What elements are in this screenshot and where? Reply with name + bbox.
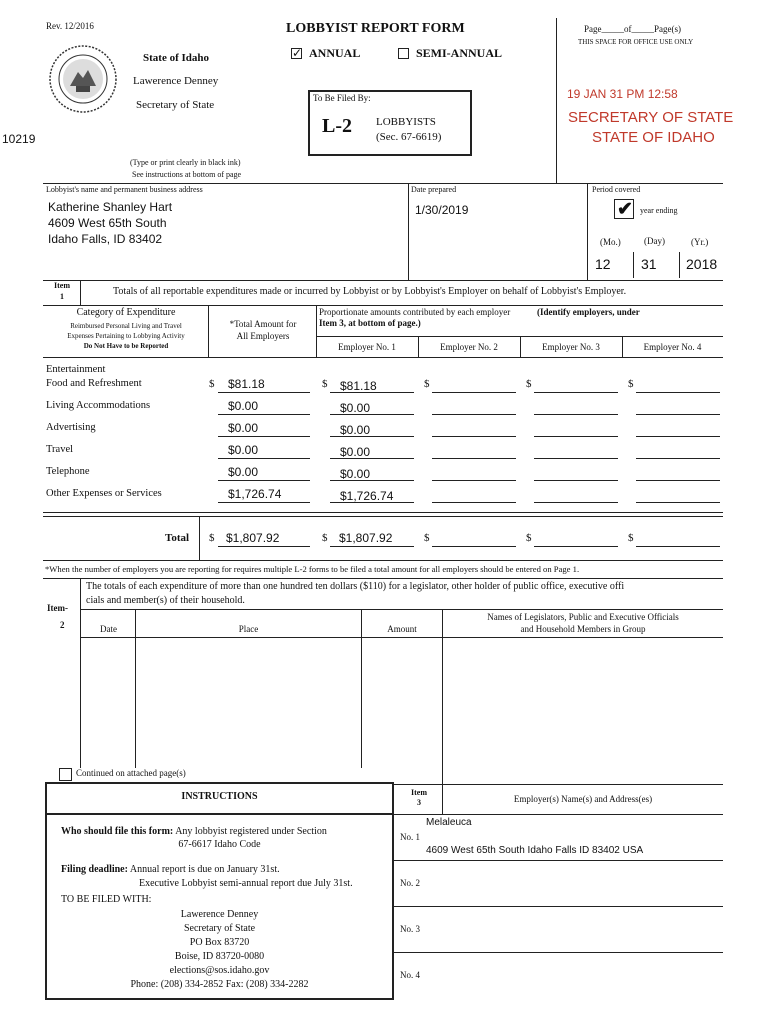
employer-3-header: Employer No. 3 [542,342,600,352]
office-use-label: THIS SPACE FOR OFFICE USE ONLY [578,38,694,46]
check-icon: ✓ [292,46,303,60]
received-stamp-date: 19 JAN 31 PM 12:58 [567,87,678,101]
other-employer-1-amount[interactable]: $1,726.74 [340,489,394,503]
food-underline-3 [534,392,618,393]
lobbyist-address-1[interactable]: 4609 West 65th South [48,216,167,230]
advertising-label: Advertising [46,422,96,433]
food-emp4-dollar-sign: $ [628,378,634,390]
telephone-underline-0 [218,480,310,481]
total-emp2-dollar-sign: $ [424,532,430,544]
advertising-underline-4 [636,436,720,437]
annual-label: ANNUAL [309,46,361,60]
food-underline-0 [218,392,310,393]
total-emp3-dollar-sign: $ [526,532,532,544]
food-total-dollar-sign: $ [209,378,215,390]
employer-1-number-label: No. 1 [400,832,420,842]
item2-date-header: Date [100,624,117,634]
month-label: (Mo.) [600,237,621,247]
semi-annual-checkbox[interactable] [398,48,409,59]
food-total-amount[interactable]: $81.18 [228,377,265,391]
other-label: Other Expenses or Services [46,488,162,499]
file-with-po-box: PO Box 83720 [189,937,250,948]
file-with-name: Lawerence Denney [180,909,259,920]
total-emp1-dollar-sign: $ [322,532,328,544]
item3-number: 3 [417,798,421,807]
filing-deadline [61,864,280,875]
file-with-label: TO BE FILED WITH: [61,894,152,905]
semi-annual-label: SEMI-ANNUAL [416,46,503,60]
employer-1-address[interactable]: 4609 West 65th South Idaho Falls ID 83402 USA [426,845,644,856]
food-underline-2 [432,392,516,393]
year-label: (Yr.) [691,237,709,247]
living-underline-4 [636,414,720,415]
date-prepared[interactable]: 1/30/2019 [415,203,469,217]
telephone-underline-1 [330,480,414,481]
travel-underline-2 [432,458,516,459]
employer-row-divider-1 [394,860,723,861]
state-name: State of Idaho [143,52,210,64]
employer-row-divider-3 [394,952,723,953]
file-with-city: Boise, ID 83720-0080 [174,951,265,962]
lobbyist-address-2[interactable]: Idaho Falls, ID 83402 [48,232,163,246]
filing-deadline-executive: Executive Lobbyist semi-annual report due July 31st. [139,878,353,889]
item2-number: 2 [60,620,65,630]
travel-total-amount[interactable]: $0.00 [228,443,259,457]
file-with-email[interactable]: elections@sos.idaho.gov [169,965,270,976]
item1-description: Totals of all reportable expenditures made or incurred by Lobbyist or by Lobbyist's Employer on behalf of Lobbyist's Employer. [113,286,627,297]
file-with-phone: Phone: (208) 334-2852 Fax: (208) 334-2282 [130,979,309,990]
instructions-title: INSTRUCTIONS [181,791,258,802]
employer-3-number-label: No. 3 [400,924,420,934]
advertising-underline-2 [432,436,516,437]
living-underline-1 [330,414,414,415]
proportionate-header-1: Proportionate amounts contributed by each employer [319,307,511,317]
item3-header: Employer(s) Name(s) and Address(es) [513,794,653,804]
telephone-underline-3 [534,480,618,481]
category-note-1: Reimbursed Personal Living and Travel [70,322,182,330]
travel-underline-0 [218,458,310,459]
total-dollar-sign: $ [209,532,215,544]
employer-4-number-label: No. 4 [400,970,420,980]
period-covered-label: Period covered [592,185,641,194]
other-underline-3 [534,502,618,503]
travel-underline-1 [330,458,414,459]
advertising-employer-1-amount[interactable]: $0.00 [340,423,371,437]
filed-by-label: To Be Filed By: [313,93,371,103]
code-section: (Sec. 67-6619) [376,131,442,143]
day-label: (Day) [644,236,665,246]
form-title: LOBBYIST REPORT FORM [286,21,465,36]
employer-1-name[interactable]: Melaleuca [426,817,472,828]
food-emp1-dollar-sign: $ [322,378,328,390]
total-header-2: All Employers [236,331,290,341]
living-underline-0 [218,414,310,415]
total-header-1: *Total Amount for [229,319,297,329]
food-emp2-dollar-sign: $ [424,378,430,390]
item2-description-1: The totals of each expenditure of more than one hundred ten dollars ($110) for a legislator, other holder of public office, executive offi [86,581,625,592]
telephone-employer-1-amount[interactable]: $0.00 [340,467,371,481]
employer-1-header: Employer No. 1 [338,342,396,352]
state-seal-icon [48,44,118,114]
total-employer-1[interactable]: $1,807.92 [339,531,393,545]
living-total-amount[interactable]: $0.00 [228,399,259,413]
living-underline-2 [432,414,516,415]
revision-label: Rev. 12/2016 [46,21,94,31]
continued-checkbox[interactable] [59,768,72,781]
telephone-underline-2 [432,480,516,481]
proportionate-header-2: (Identify employers, under [537,307,640,317]
other-underline-4 [636,502,720,503]
employer-2-number-label: No. 2 [400,878,420,888]
employer-4-header: Employer No. 4 [643,342,702,352]
proportionate-header-3: Item 3, at bottom of page.) [319,318,421,328]
item2-place-header: Place [238,624,259,634]
living-underline-3 [534,414,618,415]
travel-label: Travel [46,444,74,455]
item2-names-header-1: Names of Legislators, Public and Executive Officials [487,612,679,622]
travel-underline-4 [636,458,720,459]
document-number: 10219 [2,132,36,146]
employer-row-divider-2 [394,906,723,907]
official-title: Secretary of State [136,99,215,111]
advertising-underline-1 [330,436,414,437]
year-ending-label: year ending [640,206,678,215]
advertising-underline-3 [534,436,618,437]
who-should-file-code: 67-6617 Idaho Code [178,839,261,850]
other-underline-0 [218,502,310,503]
period-year[interactable]: 2018 [686,256,718,272]
category-note-3: Do Not Have to be Reported [83,342,169,350]
year-ending-checkbox[interactable] [614,199,634,219]
item2-amount-header: Amount [387,624,417,634]
food-underline-4 [636,392,720,393]
who-should-file-label: Who should file this form: [61,826,174,837]
total-emp4-dollar-sign: $ [628,532,634,544]
annual-checkbox[interactable] [291,48,302,59]
telephone-label: Telephone [46,466,90,477]
multi-employer-footnote: *When the number of employers you are reporting for requires multiple L-2 forms to be filed a total amount for all employers should be entered on Page 1. [45,564,580,574]
living-employer-1-amount[interactable]: $0.00 [340,401,371,415]
date-prepared-label: Date prepared [411,185,457,194]
filing-deadline-label: Filing deadline: [61,864,128,875]
total-all-employers[interactable]: $1,807.92 [226,531,280,545]
item3-label: Item [411,788,427,797]
check-icon: ✔ [617,199,633,220]
other-underline-1 [330,502,414,503]
food-employer-1-amount[interactable]: $81.18 [340,379,377,393]
item2-names-header-2: and Household Members in Group [520,624,646,634]
type-note: (Type or print clearly in black ink) [130,158,241,167]
who-should-file [61,826,327,837]
entertainment-label: Entertainment [46,364,106,375]
other-underline-2 [432,502,516,503]
telephone-underline-4 [636,480,720,481]
travel-underline-3 [534,458,618,459]
page-count-label: Page_____of_____Page(s) [584,24,681,34]
continued-label: Continued on attached page(s) [76,768,186,778]
food-emp3-dollar-sign: $ [526,378,532,390]
employer-2-header: Employer No. 2 [440,342,498,352]
total-label: Total [165,532,190,544]
item1-number: 1 [60,292,64,301]
travel-employer-1-amount[interactable]: $0.00 [340,445,371,459]
advertising-total-amount[interactable]: $0.00 [228,421,259,435]
period-day[interactable]: 31 [641,256,657,272]
item2-description-2: cials and member(s) of their household. [86,595,245,606]
food-label: Food and Refreshment [46,378,142,389]
advertising-underline-0 [218,436,310,437]
item1-label: Item [54,281,70,290]
other-total-amount[interactable]: $1,726.74 [228,487,282,501]
telephone-total-amount[interactable]: $0.00 [228,465,259,479]
filer-type: LOBBYISTS [376,116,436,128]
file-with-title: Secretary of State [183,923,256,934]
form-code: L-2 [322,115,352,137]
period-month[interactable]: 12 [595,256,611,272]
instructions-note: See instructions at bottom of page [132,170,242,179]
category-note-2: Expenses Pertaining to Lobbying Activity [67,332,185,340]
category-header: Category of Expenditure [76,307,176,318]
food-underline-1 [330,392,414,393]
living-label: Living Accommodations [46,400,151,411]
filing-deadline-text: Annual report is due on January 31st. [129,864,280,875]
received-stamp-office-1: SECRETARY OF STATE [568,109,734,126]
lobbyist-name[interactable]: Katherine Shanley Hart [48,200,173,214]
lobbyist-info-label: Lobbyist's name and permanent business address [46,185,203,194]
item2-label: Item- [47,603,68,613]
official-name: Lawerence Denney [133,75,219,87]
received-stamp-office-2: STATE OF IDAHO [592,129,715,146]
who-should-file-text: Any lobbyist registered under Section [175,826,327,837]
